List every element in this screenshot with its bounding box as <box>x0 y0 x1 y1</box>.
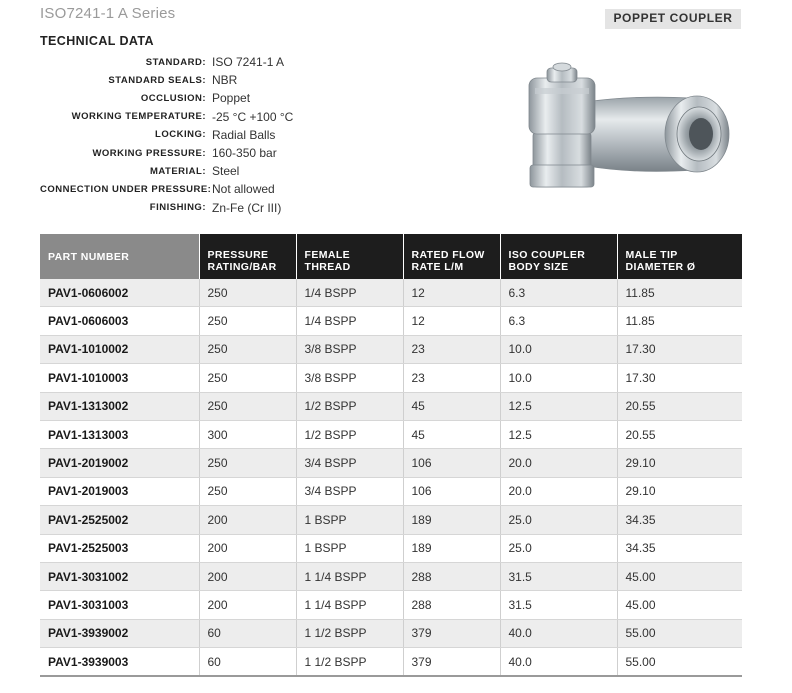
table-row <box>40 477 742 505</box>
flow-rate-cell: 45 <box>403 420 500 448</box>
thread-cell: 1/2 BSPP <box>296 420 403 448</box>
body-size-cell: 12.5 <box>500 420 617 448</box>
spec-label: OCCLUSION: <box>140 92 206 104</box>
flow-rate-cell: 288 <box>403 591 500 619</box>
thread-cell: 1/4 BSPP <box>296 279 403 307</box>
flow-rate-cell: 379 <box>403 619 500 647</box>
product-type-badge: POPPET COUPLER <box>605 9 741 29</box>
spec-row <box>40 144 320 162</box>
spec-value: Zn-Fe (Cr III) <box>212 200 282 215</box>
tip-diameter-cell: 29.10 <box>617 449 742 477</box>
spec-value: Steel <box>212 164 240 179</box>
part-number-cell: PAV1-1010003 <box>40 364 199 392</box>
spec-label: WORKING PRESSURE: <box>92 147 206 159</box>
flow-rate-cell: 189 <box>403 506 500 534</box>
part-number-cell: PAV1-3939002 <box>40 619 199 647</box>
table-row <box>40 420 742 448</box>
body-size-cell: 10.0 <box>500 335 617 363</box>
pressure-cell: 200 <box>199 534 296 562</box>
table-row <box>40 449 742 477</box>
body-size-cell: 40.0 <box>500 648 617 677</box>
thread-cell: 3/4 BSPP <box>296 449 403 477</box>
body-size-cell: 31.5 <box>500 591 617 619</box>
pressure-cell: 250 <box>199 335 296 363</box>
series-title: ISO7241-1 A Series <box>40 5 176 22</box>
header-female-thread: FEMALE THREAD <box>296 234 403 279</box>
tip-diameter-cell: 45.00 <box>617 562 742 590</box>
table-row <box>40 392 742 420</box>
tip-diameter-cell: 20.55 <box>617 420 742 448</box>
part-number-cell: PAV1-0606002 <box>40 279 199 307</box>
thread-cell: 1 1/2 BSPP <box>296 619 403 647</box>
spec-row <box>40 126 320 144</box>
spec-value: -25 °C +100 °C <box>212 109 294 124</box>
flow-rate-cell: 23 <box>403 335 500 363</box>
flow-rate-cell: 106 <box>403 449 500 477</box>
table-row <box>40 562 742 590</box>
thread-cell: 1 1/4 BSPP <box>296 562 403 590</box>
thread-cell: 1/2 BSPP <box>296 392 403 420</box>
thread-cell: 1 BSPP <box>296 506 403 534</box>
spec-value: Poppet <box>212 91 251 106</box>
body-size-cell: 10.0 <box>500 364 617 392</box>
body-size-cell: 6.3 <box>500 307 617 335</box>
technical-specs-list <box>40 53 320 217</box>
pressure-cell: 250 <box>199 307 296 335</box>
table-row <box>40 307 742 335</box>
pressure-cell: 250 <box>199 449 296 477</box>
spec-value: ISO 7241-1 A <box>212 55 285 70</box>
tip-diameter-cell: 34.35 <box>617 534 742 562</box>
pressure-cell: 60 <box>199 619 296 647</box>
flow-rate-cell: 106 <box>403 477 500 505</box>
tip-diameter-cell: 11.85 <box>617 307 742 335</box>
flow-rate-cell: 379 <box>403 648 500 677</box>
table-row <box>40 364 742 392</box>
pressure-cell: 250 <box>199 392 296 420</box>
thread-cell: 1 BSPP <box>296 534 403 562</box>
poppet-coupler-image <box>525 60 735 195</box>
flow-rate-cell: 45 <box>403 392 500 420</box>
header-part-number: PART NUMBER <box>40 234 199 279</box>
tip-diameter-cell: 17.30 <box>617 364 742 392</box>
body-size-cell: 40.0 <box>500 619 617 647</box>
spec-label: WORKING TEMPERATURE: <box>71 111 206 123</box>
pressure-cell: 250 <box>199 364 296 392</box>
table-row <box>40 335 742 363</box>
spec-value: 160-350 bar <box>212 146 277 161</box>
body-size-cell: 25.0 <box>500 534 617 562</box>
part-numbers-table <box>40 234 742 677</box>
technical-data-heading: TECHNICAL DATA <box>40 34 154 48</box>
spec-row <box>40 162 320 180</box>
part-number-cell: PAV1-2019003 <box>40 477 199 505</box>
tip-diameter-cell: 45.00 <box>617 591 742 619</box>
header-pressure-rating: PRESSURE RATING/BAR <box>199 234 296 279</box>
spec-row <box>40 53 320 71</box>
spec-label: MATERIAL: <box>149 165 206 177</box>
spec-label: LOCKING: <box>155 129 206 141</box>
thread-cell: 1/4 BSPP <box>296 307 403 335</box>
flow-rate-cell: 12 <box>403 307 500 335</box>
spec-label: CONNECTION UNDER PRESSURE: <box>40 183 212 195</box>
thread-cell: 3/8 BSPP <box>296 335 403 363</box>
spec-value: NBR <box>212 73 238 88</box>
table-row <box>40 619 742 647</box>
body-size-cell: 20.0 <box>500 477 617 505</box>
header-tip-diameter: MALE TIP DIAMETER Ø <box>617 234 742 279</box>
body-size-cell: 31.5 <box>500 562 617 590</box>
flow-rate-cell: 23 <box>403 364 500 392</box>
part-number-cell: PAV1-1010002 <box>40 335 199 363</box>
flow-rate-cell: 189 <box>403 534 500 562</box>
pressure-cell: 250 <box>199 279 296 307</box>
part-number-cell: PAV1-3939003 <box>40 648 199 677</box>
part-number-cell: PAV1-1313003 <box>40 420 199 448</box>
tip-diameter-cell: 17.30 <box>617 335 742 363</box>
pressure-cell: 200 <box>199 562 296 590</box>
body-size-cell: 6.3 <box>500 279 617 307</box>
pressure-cell: 200 <box>199 506 296 534</box>
part-number-cell: PAV1-0606003 <box>40 307 199 335</box>
body-size-cell: 12.5 <box>500 392 617 420</box>
thread-cell: 1 1/4 BSPP <box>296 591 403 619</box>
flow-rate-cell: 288 <box>403 562 500 590</box>
tip-diameter-cell: 11.85 <box>617 279 742 307</box>
pressure-cell: 300 <box>199 420 296 448</box>
spec-row <box>40 71 320 89</box>
spec-row <box>40 108 320 126</box>
part-number-cell: PAV1-2525002 <box>40 506 199 534</box>
spec-label: FINISHING: <box>149 202 206 214</box>
tip-diameter-cell: 20.55 <box>617 392 742 420</box>
header-body-size: ISO COUPLER BODY SIZE <box>500 234 617 279</box>
table-row <box>40 279 742 307</box>
tip-diameter-cell: 34.35 <box>617 506 742 534</box>
part-number-cell: PAV1-2525003 <box>40 534 199 562</box>
spec-row <box>40 180 320 198</box>
spec-row <box>40 89 320 107</box>
table-row <box>40 648 742 677</box>
part-number-cell: PAV1-1313002 <box>40 392 199 420</box>
flow-rate-cell: 12 <box>403 279 500 307</box>
body-size-cell: 20.0 <box>500 449 617 477</box>
thread-cell: 3/4 BSPP <box>296 477 403 505</box>
tip-diameter-cell: 55.00 <box>617 619 742 647</box>
spec-label: STANDARD: <box>145 56 206 68</box>
spec-label: STANDARD SEALS: <box>108 74 206 86</box>
part-number-cell: PAV1-3031003 <box>40 591 199 619</box>
table-row <box>40 591 742 619</box>
tip-diameter-cell: 29.10 <box>617 477 742 505</box>
table-header-row <box>40 234 742 279</box>
table-row <box>40 506 742 534</box>
table-row <box>40 534 742 562</box>
header-rated-flow: RATED FLOW RATE L/M <box>403 234 500 279</box>
thread-cell: 1 1/2 BSPP <box>296 648 403 677</box>
pressure-cell: 60 <box>199 648 296 677</box>
spec-value: Radial Balls <box>212 127 276 142</box>
tip-diameter-cell: 55.00 <box>617 648 742 677</box>
pressure-cell: 200 <box>199 591 296 619</box>
body-size-cell: 25.0 <box>500 506 617 534</box>
thread-cell: 3/8 BSPP <box>296 364 403 392</box>
part-number-cell: PAV1-3031002 <box>40 562 199 590</box>
pressure-cell: 250 <box>199 477 296 505</box>
spec-value: Not allowed <box>212 182 275 197</box>
part-number-cell: PAV1-2019002 <box>40 449 199 477</box>
spec-row <box>40 199 320 217</box>
